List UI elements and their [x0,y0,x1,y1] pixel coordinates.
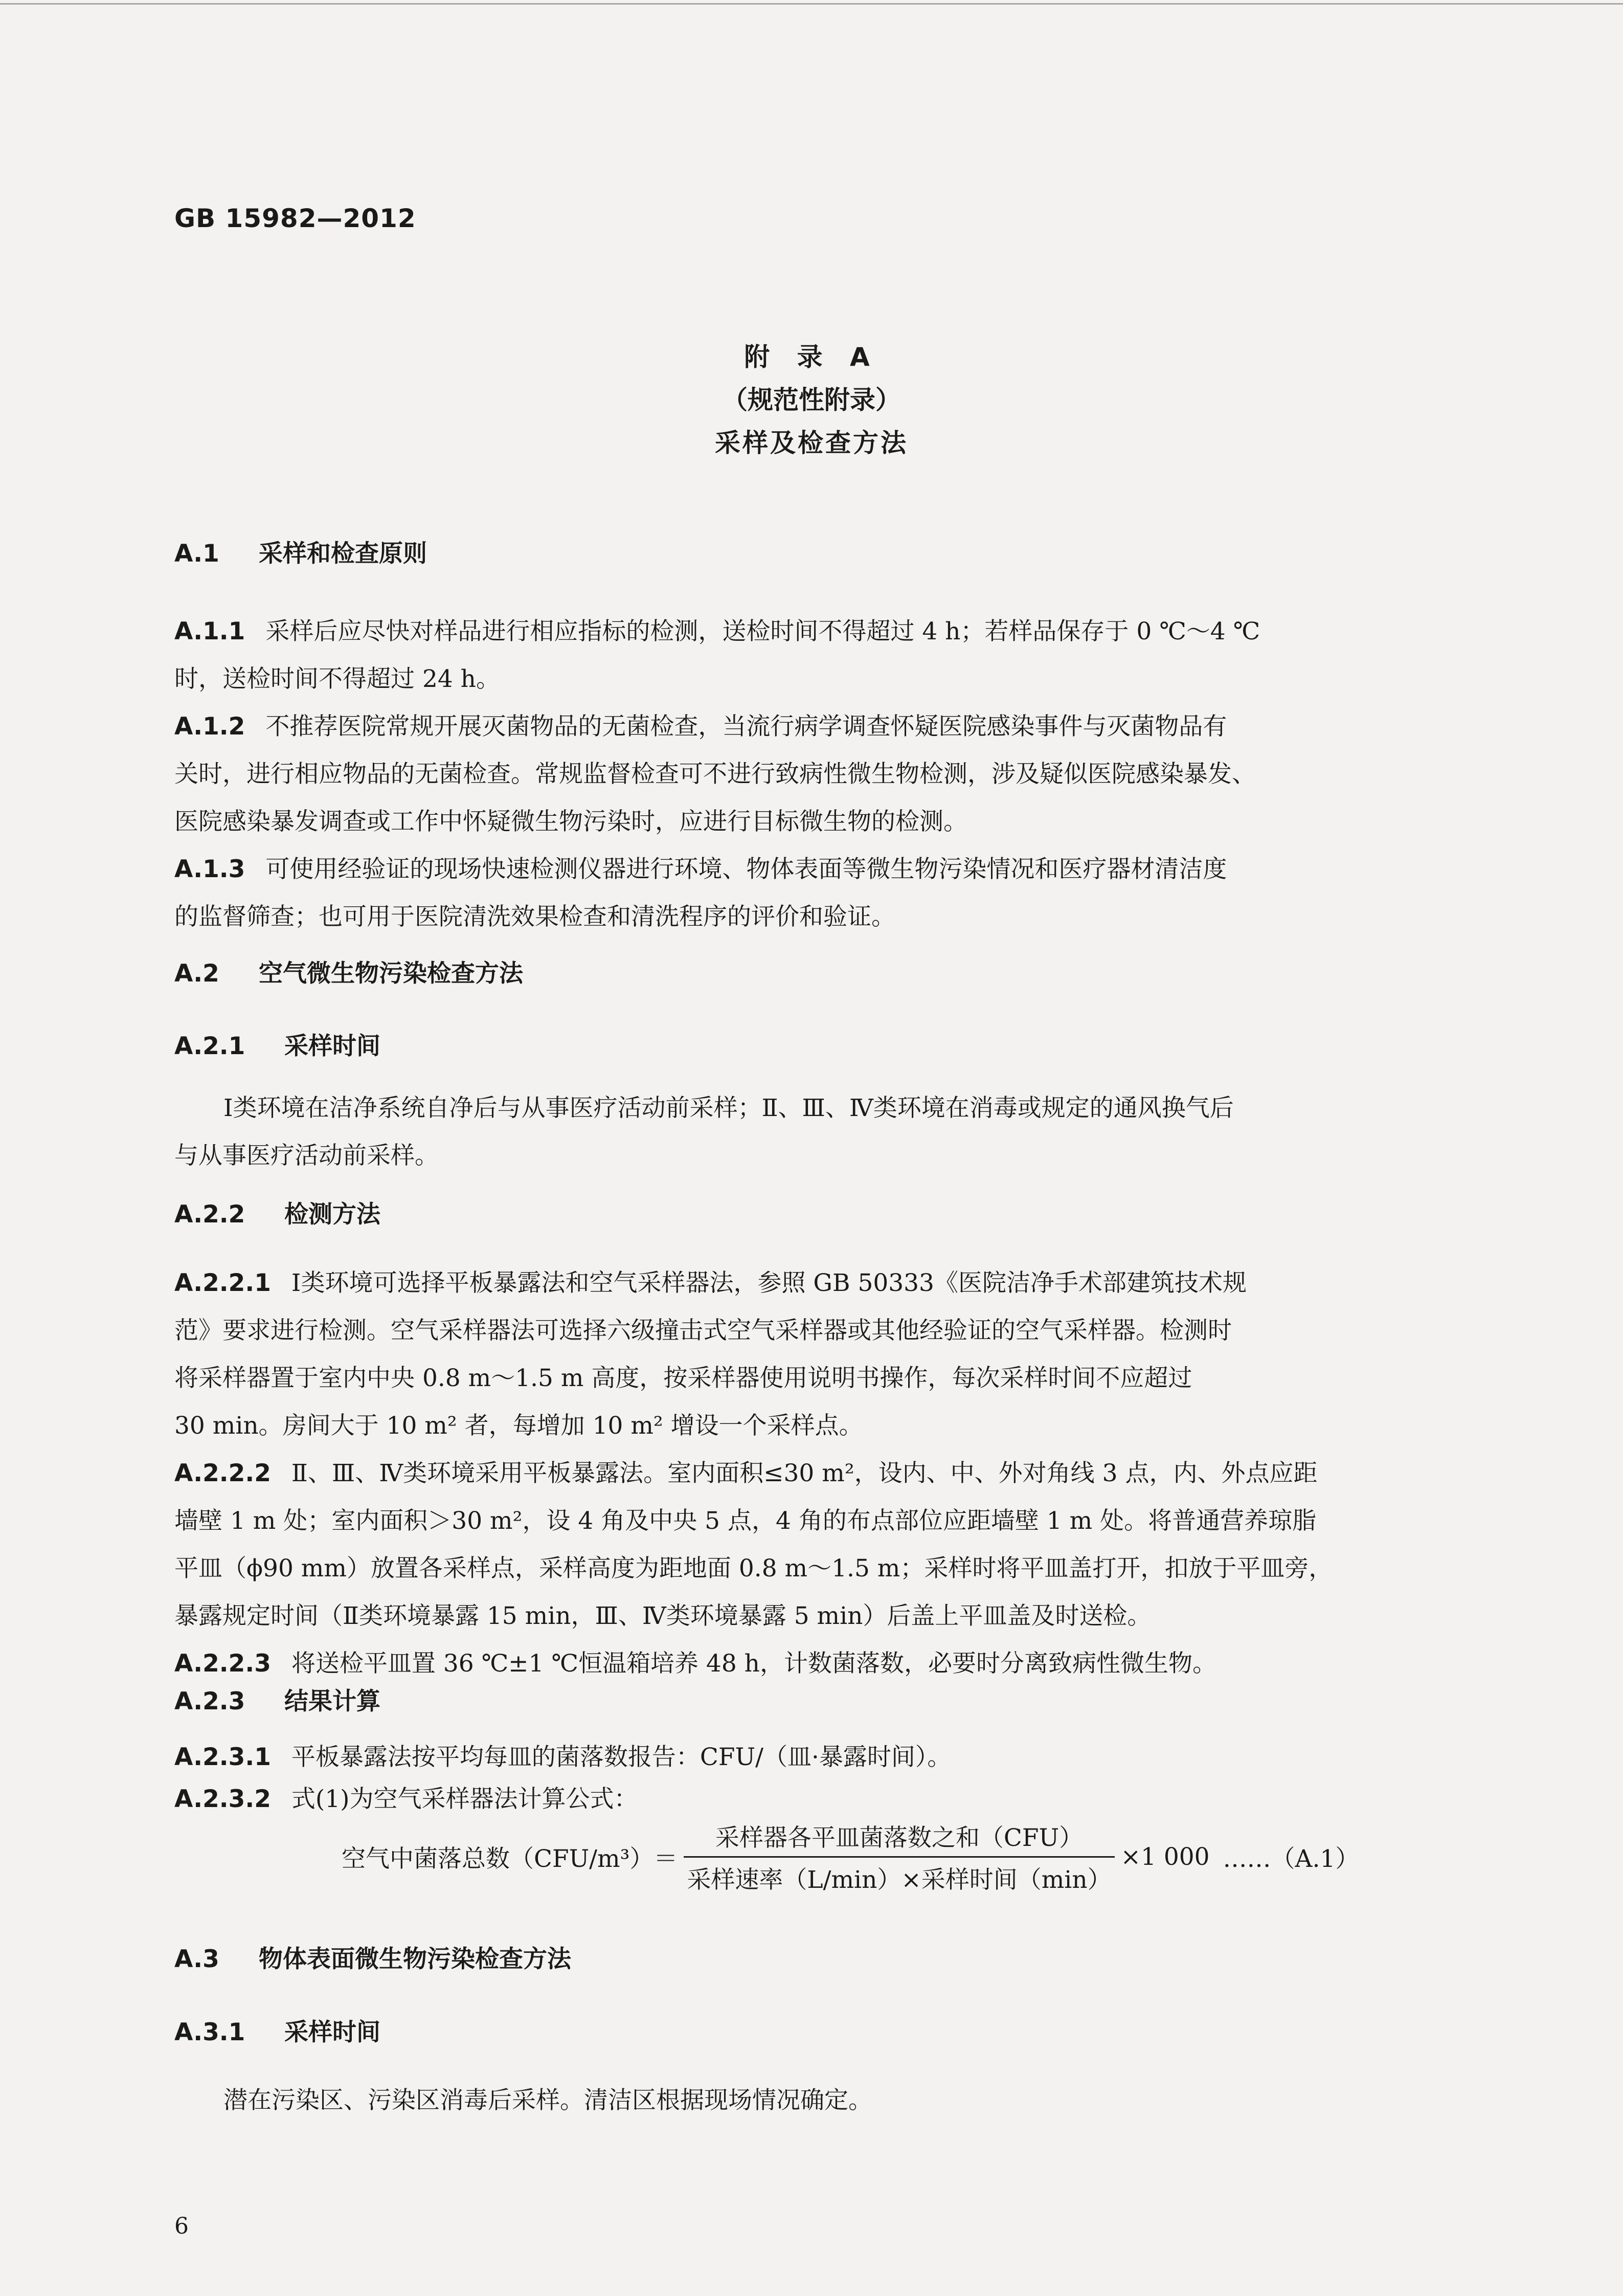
page-edge-line [0,3,1623,5]
annex-nature: （规范性附录） [722,385,901,415]
clause-text: 墙壁 1 m 处；室内面积＞30 m²，设 4 角及中央 5 点，4 角的布点部位应距墙壁 1 m 处。将普通营养琼脂 [174,1507,1317,1535]
clause-number: A.2.3.2 [174,1785,271,1813]
clause-number: A.2.2.2 [174,1459,271,1487]
section-heading-a3-1 [174,2013,380,2047]
clause-a1-1 [174,608,1424,703]
clause-text: 时，送检时间不得超过 24 h。 [174,665,500,693]
clause-a2-2-3 [174,1640,1424,1687]
section-heading-a2-1 [174,1027,380,1061]
section-heading-a3 [174,1940,571,1974]
clause-number: A.1.2 [174,712,245,741]
clause-number: A.2.3.1 [174,1743,271,1771]
section-heading-a1 [174,534,427,569]
clause-text: 式(1)为空气采样器法计算公式： [291,1785,638,1813]
clause-a2-3-1 [174,1733,1424,1781]
clause-text: 平皿（ϕ90 mm）放置各采样点，采样高度为距地面 0.8 m～1.5 m；采样时将平皿盖打开，扣放于平皿旁， [174,1554,1333,1582]
clause-text: 30 min。房间大于 10 m² 者，每增加 10 m² 增设一个采样点。 [174,1412,863,1440]
standard-id: GB 15982—2012 [174,204,416,233]
section-number: A.2 [174,960,219,988]
clause-text: Ⅱ、Ⅲ、Ⅳ类环境采用平板暴露法。室内面积≤30 m²，设内、中、外对角线 3 点，内、外点应距 [291,1459,1318,1487]
section-title: 采样时间 [284,1032,380,1060]
section-title: 物体表面微生物污染检查方法 [259,1945,571,1973]
section-heading-a2 [174,954,523,989]
formula-label: ……（A.1） [1223,1844,1360,1873]
clause-text: 的监督筛查；也可用于医院清洗效果检查和清洗程序的评价和验证。 [174,903,895,931]
section-title: 空气微生物污染检查方法 [259,960,523,988]
clause-text: 将采样器置于室内中央 0.8 m～1.5 m 高度，按采样器使用说明书操作，每次采样时间不应超过 [174,1364,1192,1392]
page-number: 6 [174,2213,189,2239]
paragraph-text: 与从事医疗活动前采样。 [174,1142,439,1170]
section-title: 采样时间 [284,2018,380,2046]
clause-number: A.1.3 [174,855,245,883]
clause-text: 医院感染暴发调查或工作中怀疑微生物污染时，应进行目标微生物的检测。 [174,808,967,836]
formula-numerator: 采样器各平皿菌落数之和（CFU） [715,1823,1084,1852]
section-number: A.3.1 [174,2018,245,2046]
section-heading-a2-3 [174,1682,380,1717]
clause-a2-2-1 [174,1259,1424,1450]
clause-text: 不推荐医院常规开展灭菌物品的无菌检查，当流行病学调查怀疑医院感染事件与灭菌物品有 [265,712,1227,741]
clause-text: 范》要求进行检测。空气采样器法可选择六级撞击式空气采样器或其他经验证的空气采样器。检测时 [174,1317,1232,1345]
annex-title: 采样及检查方法 [715,428,908,458]
formula-denominator: 采样速率（L/min）×采样时间（min） [687,1865,1112,1894]
formula-a1 [342,1805,1359,1908]
clause-text: 可使用经验证的现场快速检测仪器进行环境、物体表面等微生物污染情况和医疗器材清洁度 [265,855,1227,883]
annex-label: 附 录 A [744,342,879,372]
clause-a1-3 [174,845,1424,941]
paragraph-text: 潜在污染区、污染区消毒后采样。清洁区根据现场情况确定。 [223,2086,872,2114]
formula-factor: ×1 000 [1120,1842,1210,1871]
paragraph-a3-1 [174,2077,1424,2124]
paragraph-text: Ⅰ类环境在洁净系统自净后与从事医疗活动前采样；Ⅱ、Ⅲ、Ⅳ类环境在消毒或规定的通风换气后 [223,1094,1234,1122]
formula-lhs: 空气中菌落总数（CFU/m³）＝ [342,1844,678,1873]
section-number: A.1 [174,540,219,568]
paragraph-a2-1 [174,1084,1424,1179]
section-title: 结果计算 [284,1687,380,1715]
section-title: 采样和检查原则 [259,540,427,568]
clause-number: A.1.1 [174,617,245,645]
clause-text: 将送检平皿置 36 ℃±1 ℃恒温箱培养 48 h，计数菌落数，必要时分离致病性微生物。 [291,1649,1216,1678]
section-title: 检测方法 [284,1200,380,1229]
section-heading-a2-2 [174,1195,380,1230]
clause-number: A.2.2.1 [174,1269,271,1297]
clause-a1-2 [174,703,1424,845]
clause-text: Ⅰ类环境可选择平板暴露法和空气采样器法，参照 GB 50333《医院洁净手术部建筑技术规 [291,1269,1247,1297]
clause-number: A.2.2.3 [174,1649,271,1678]
section-number: A.2.1 [174,1032,245,1060]
clause-text: 平板暴露法按平均每皿的菌落数报告：CFU/（皿·暴露时间）。 [291,1743,952,1771]
section-number: A.3 [174,1945,219,1973]
section-number: A.2.3 [174,1687,245,1715]
section-number: A.2.2 [174,1200,245,1229]
clause-text: 采样后应尽快对样品进行相应指标的检测，送检时间不得超过 4 h；若样品保存于 0 ℃～4 ℃ [265,617,1260,645]
formula-fraction [684,1819,1114,1895]
clause-text: 暴露规定时间（Ⅱ类环境暴露 15 min，Ⅲ、Ⅳ类环境暴露 5 min）后盖上平皿盖及时送检。 [174,1602,1152,1630]
clause-a2-2-2 [174,1450,1424,1640]
clause-text: 关时，进行相应物品的无菌检查。常规监督检查可不进行致病性微生物检测，涉及疑似医院感染暴发、 [174,760,1256,788]
